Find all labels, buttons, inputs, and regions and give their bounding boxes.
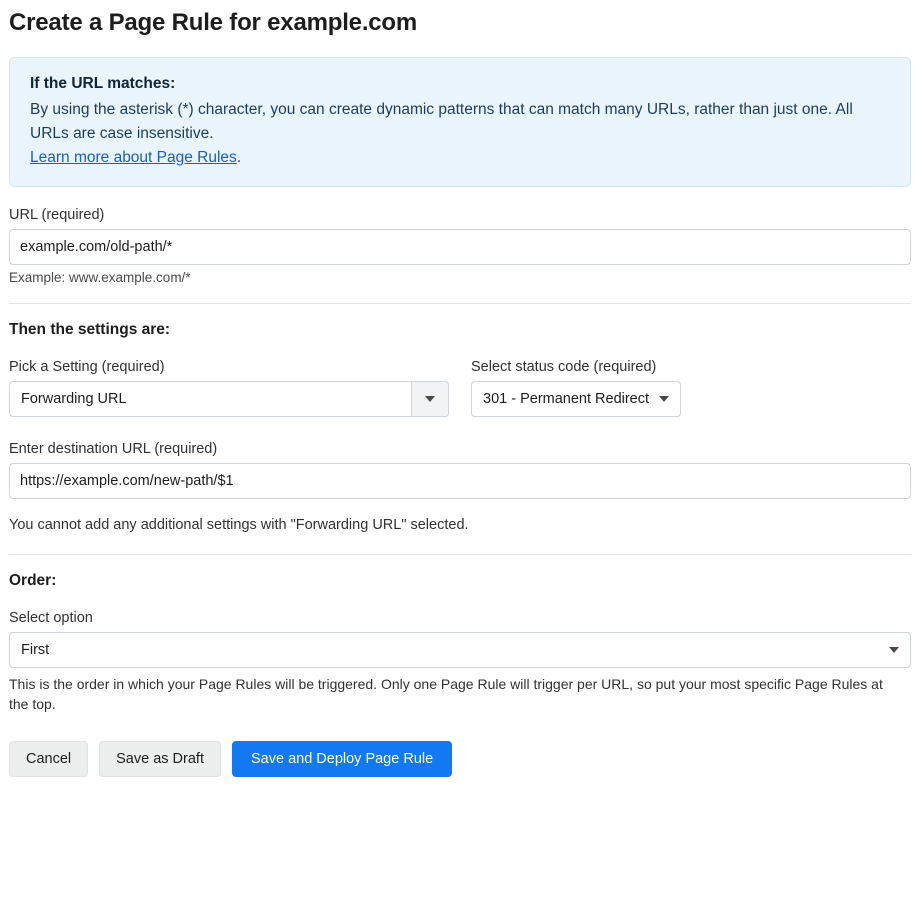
status-code-value: 301 - Permanent Redirect	[483, 391, 650, 408]
order-helper-text: This is the order in which your Page Rules will be triggered. Only one Page Rule will trigger per URL, so put your most specific Page Rules at the top.	[9, 676, 883, 713]
order-select[interactable]	[9, 632, 911, 668]
chevron-down-icon	[889, 647, 899, 653]
order-select-label: Select option	[9, 610, 93, 627]
forwarding-url-note: You cannot add any additional settings with "Forwarding URL" selected.	[9, 517, 469, 534]
callout-link-row	[30, 146, 890, 170]
settings-section-title: Then the settings are:	[9, 321, 171, 339]
callout-title: If the URL matches:	[30, 75, 176, 92]
url-field-hint: Example: www.example.com/*	[9, 270, 191, 286]
callout-link-period: .	[236, 149, 242, 167]
page-title: Create a Page Rule for example.com	[9, 9, 418, 36]
chevron-down-icon	[425, 396, 435, 402]
order-section-title: Order:	[9, 572, 57, 590]
pick-setting-label: Pick a Setting (required)	[9, 359, 165, 376]
destination-url-label: Enter destination URL (required)	[9, 441, 218, 458]
save-and-deploy-button[interactable]: Save and Deploy Page Rule	[232, 741, 452, 777]
pick-setting-group	[9, 339, 449, 417]
status-code-select[interactable]	[471, 381, 681, 417]
status-code-label: Select status code (required)	[471, 359, 657, 376]
callout-text: By using the asterisk (*) character, you can create dynamic patterns that can match many URLs, rather than just one. All URLs are case insensitive.	[30, 101, 853, 143]
pick-setting-arrow-box[interactable]	[411, 382, 448, 416]
status-code-group	[471, 339, 715, 417]
learn-more-link[interactable]: Learn more about Page Rules	[30, 149, 237, 167]
cancel-button[interactable]: Cancel	[9, 741, 88, 777]
url-match-callout	[9, 57, 911, 187]
divider-settings	[9, 303, 911, 304]
destination-url-input[interactable]	[9, 463, 911, 499]
url-field-label: URL (required)	[9, 207, 105, 224]
pick-setting-value: Forwarding URL	[21, 391, 127, 408]
settings-row	[9, 339, 911, 417]
url-input[interactable]	[9, 229, 911, 265]
chevron-down-icon	[659, 396, 669, 402]
order-select-value: First	[21, 642, 50, 659]
form-actions	[9, 741, 911, 777]
divider-order	[9, 554, 911, 555]
pick-setting-select[interactable]	[9, 381, 449, 417]
save-as-draft-button[interactable]: Save as Draft	[99, 741, 221, 777]
